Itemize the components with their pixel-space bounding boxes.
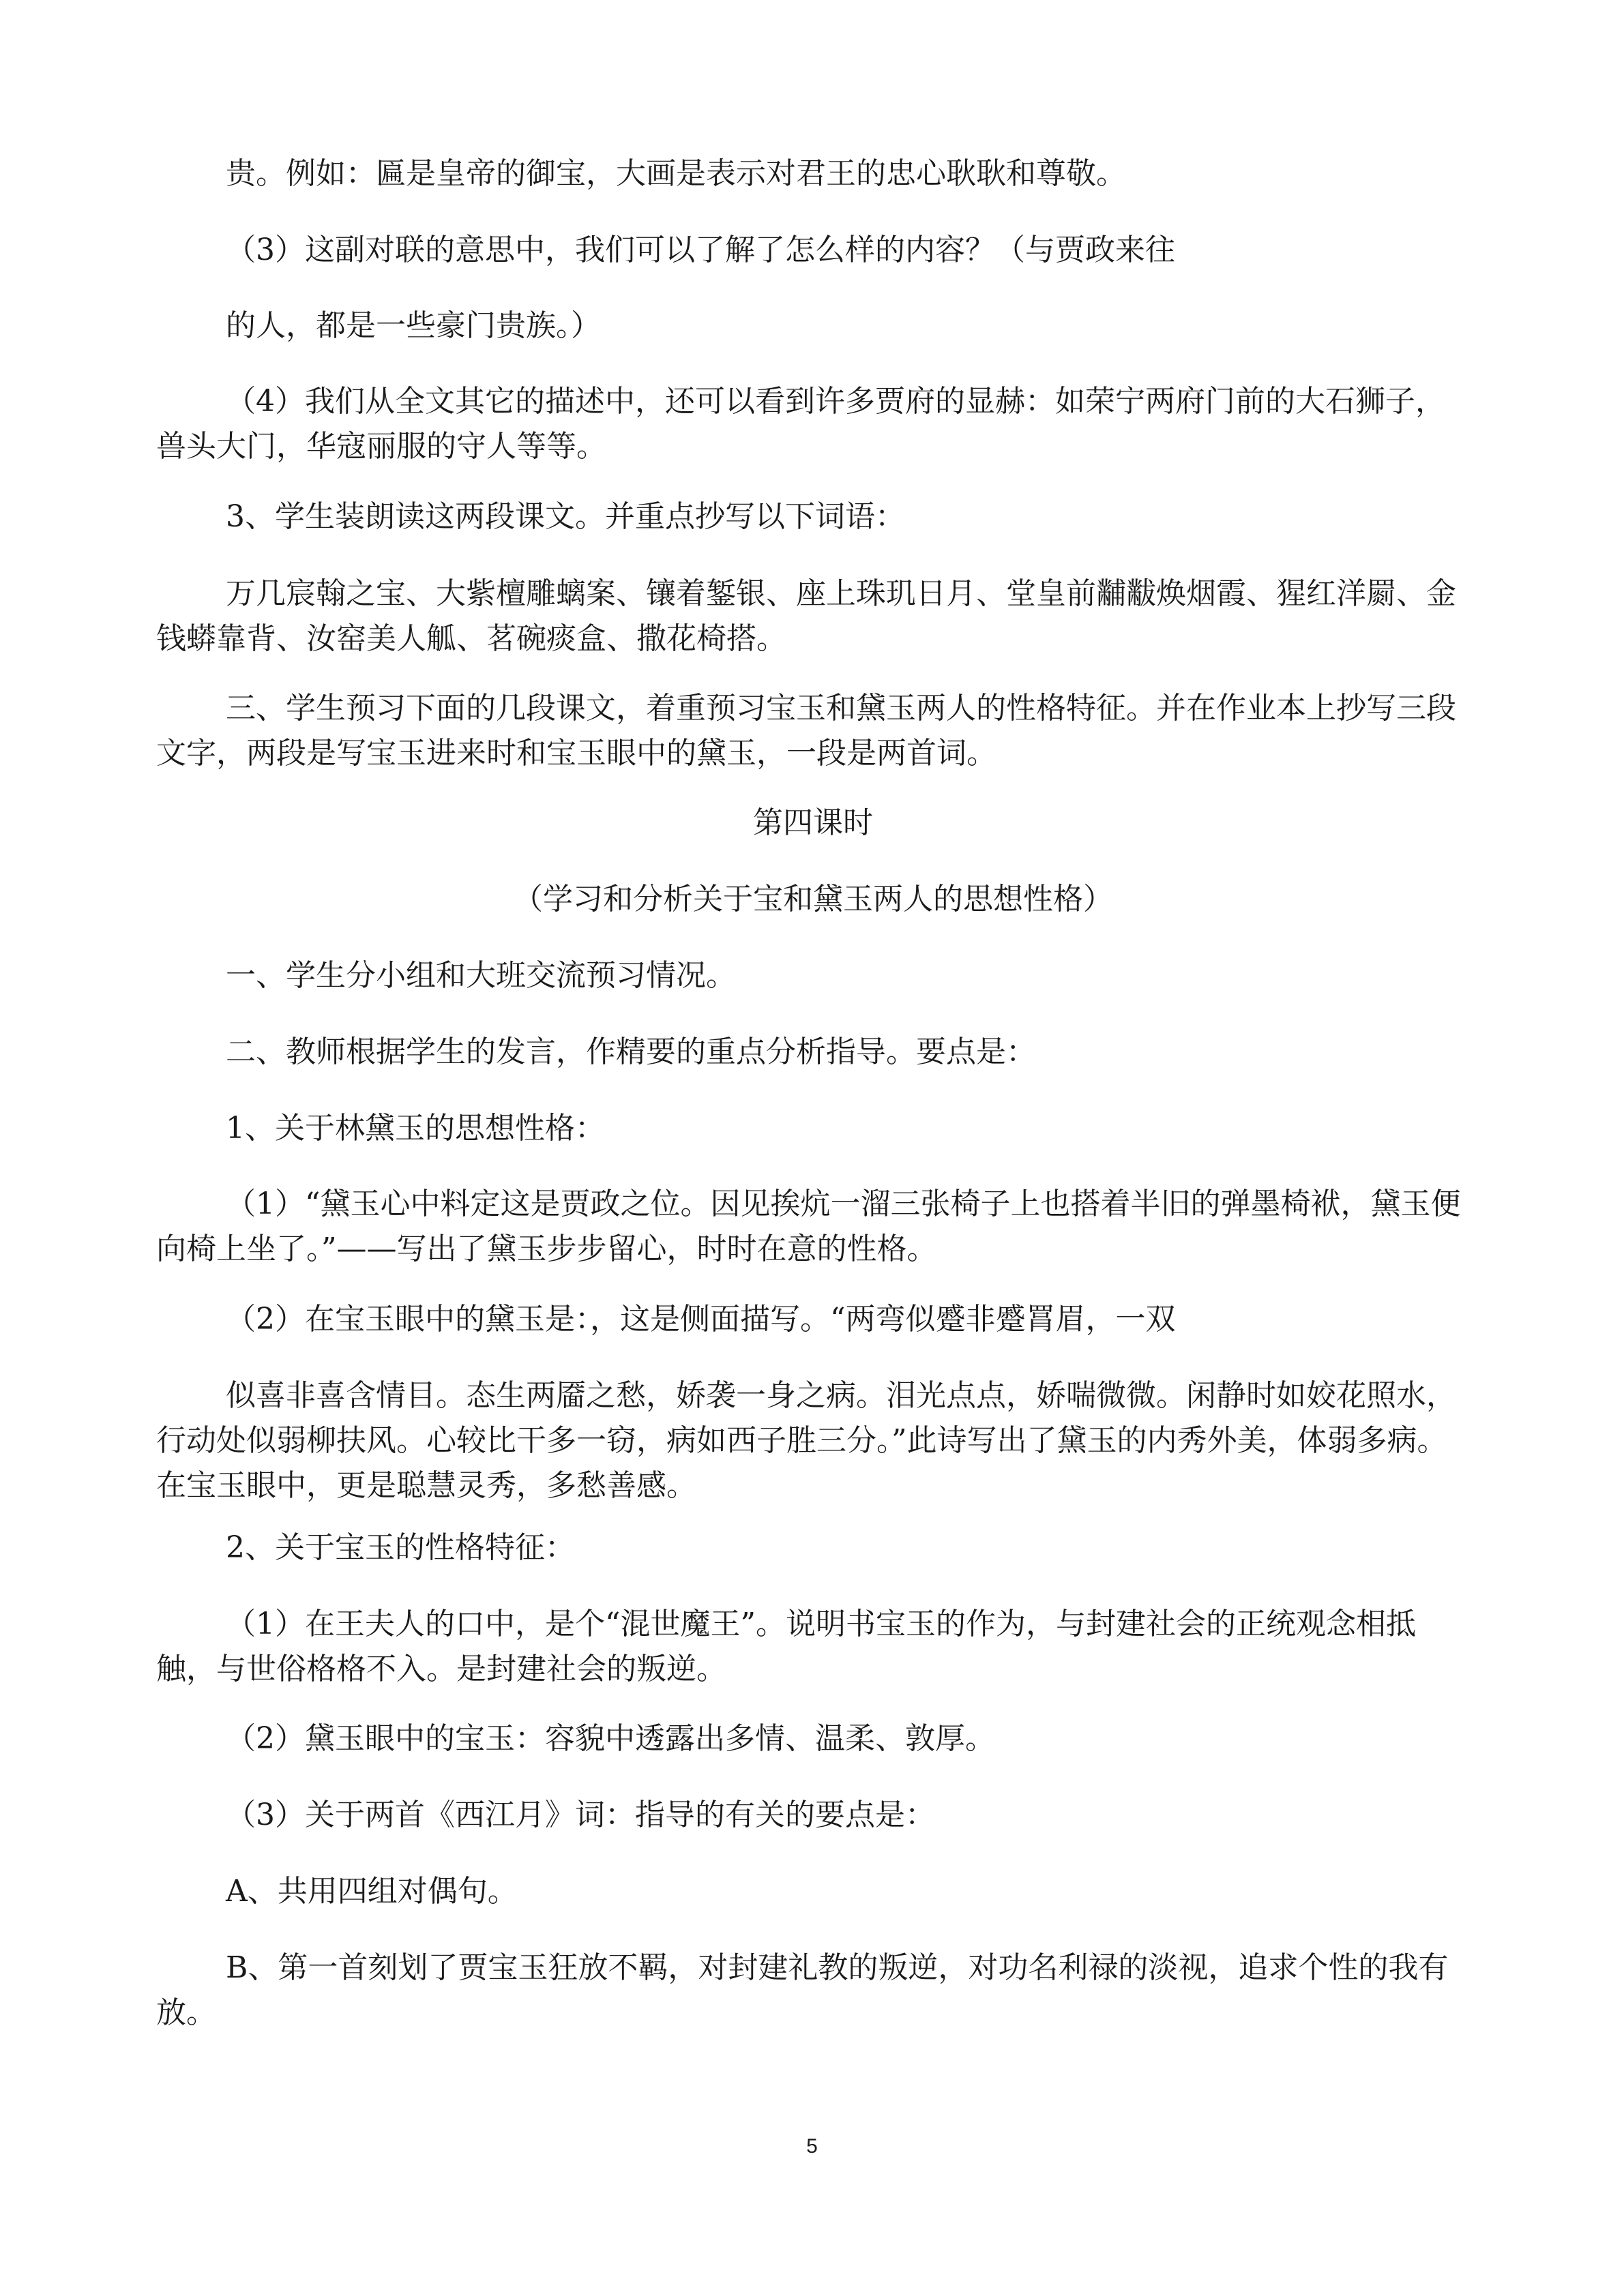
- paragraph-3: 的人，都是一些豪门贵族。）: [226, 308, 601, 343]
- paragraph-16: （2）黛玉眼中的宝玉：容貌中透露出多情、温柔、敦厚。: [226, 1721, 995, 1756]
- section-subtitle: （学习和分析关于宝和黛玉两人的思想性格）: [513, 882, 1113, 916]
- paragraph-4: （4）我们从全文其它的描述中，还可以看到许多贾府的显赫：如荣宁两府门前的大石狮子，兽头大门，华寇丽服的守人等等。: [156, 384, 1445, 464]
- paragraph-11: （1）“黛玉心中料定这是贾政之位。因见挨炕一溜三张椅子上也搭着半旧的弹墨椅袱，黛玉便向椅上坐了。”——写出了黛玉步步留心，时时在意的性格。: [156, 1187, 1461, 1266]
- paragraph-9: 二、教师根据学生的发言，作精要的重点分析指导。要点是：: [226, 1034, 1036, 1069]
- paragraph-14: 2、关于宝玉的性格特征：: [226, 1530, 575, 1565]
- paragraph-8: 一、学生分小组和大班交流预习情况。: [226, 958, 736, 993]
- paragraph-18: A、共用四组对偶句。: [226, 1874, 518, 1909]
- page-number: 5: [806, 2135, 818, 2158]
- paragraph-15: （1）在王夫人的口中，是个“混世魔王”。说明书宝玉的作为，与封建社会的正统观念相抵触，与世俗格格不入。是封建社会的叛逆。: [156, 1607, 1416, 1686]
- paragraph-5: 3、学生装朗读这两段课文。并重点抄写以下词语：: [226, 499, 905, 534]
- paragraph-13: 似喜非喜含情目。态生两靥之愁，娇袭一身之病。泪光点点，娇喘微微。闲静时如姣花照水，行动处似弱柳扶风。心较比干多一窃，病如西子胜三分。”此诗写出了黛玉的内秀外美，体弱多病。在宝玉眼中，更是聪慧灵秀，多愁善感。: [156, 1378, 1456, 1503]
- paragraph-1: 贵。例如：匾是皇帝的御宝，大画是表示对君王的忠心耿耿和尊敬。: [226, 156, 1126, 191]
- paragraph-17: （3）关于两首《西江月》词：指导的有关的要点是：: [226, 1798, 935, 1832]
- paragraph-19: B、第一首刻划了贾宝玉狂放不羁，对封建礼教的叛逆，对功名利禄的淡视，追求个性的我有放。: [156, 1950, 1449, 2030]
- paragraph-10: 1、关于林黛玉的思想性格：: [226, 1111, 605, 1146]
- section-title: 第四课时: [753, 805, 873, 840]
- paragraph-7: 三、学生预习下面的几段课文，着重预习宝玉和黛玉两人的性格特征。并在作业本上抄写三段文字，两段是写宝玉进来时和宝玉眼中的黛玉，一段是两首词。: [156, 691, 1456, 771]
- paragraph-12: （2）在宝玉眼中的黛玉是：，这是侧面描写。“两弯似蹙非蹙罥眉，一双: [226, 1302, 1176, 1337]
- paragraph-6: 万几宸翰之宝、大紫檀雕螭案、镶着錾银、座上珠玑日月、堂皇前黼黻焕烟霞、猩红洋罽、金钱蟒靠背、汝窑美人觚、茗碗痰盒、撒花椅搭。: [156, 576, 1456, 656]
- paragraph-2: （3）这副对联的意思中，我们可以了解了怎么样的内容？（与贾政来往: [226, 233, 1175, 267]
